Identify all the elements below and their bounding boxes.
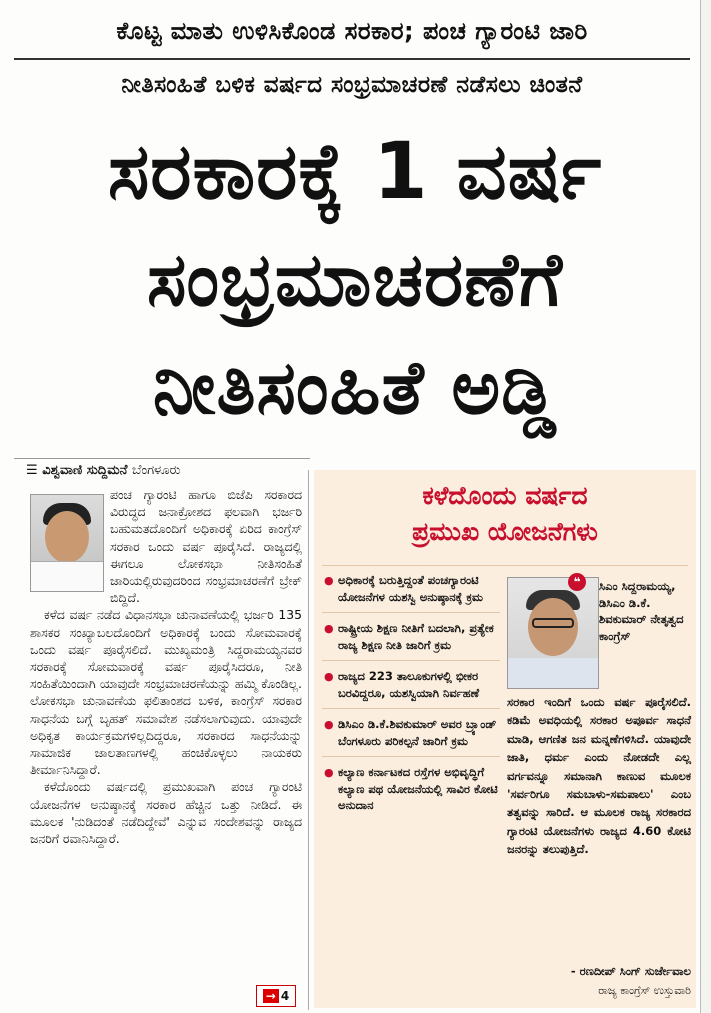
quote-signature: - ರಣದೀಪ್ ಸಿಂಗ್ ಸುರ್ಜೇವಾಲ	[570, 964, 691, 978]
arrow-right-icon: →	[263, 989, 279, 1003]
list-item: ● ಕಲ್ಯಾಣ ಕರ್ನಾಟಕದ ರಸ್ತೆಗಳ ಅಭಿವೃದ್ಧಿಗೆ ಕಲ್ಯಾಣ ಪಥ ಯೋಜನೆಯಲ್ಲಿ ಸಾವಿರ ಕೋಟಿ ಅನುದಾನ	[324, 765, 498, 812]
article-paragraph-3: ಕಳೆದೊಂದು ವರ್ಷದಲ್ಲಿ ಪ್ರಮುಖವಾಗಿ ಪಂಚ ಗ್ಯಾರಂಟಿ ಯೋಜನೆಗಳ ಅನುಷ್ಠಾನಕ್ಕೆ ಸರಕಾರ ಹೆಚ್ಚಿನ ಒತ್ತು ನೀಡಿದೆ. ಈ ಮೂಲಕ 'ನುಡಿದಂತೆ ನಡೆದಿದ್ದೇವೆ' ಎನ್ನುವ ಸಂದೇಶವನ್ನು ರಾಜ್ಯದ ಜನರಿಗೆ ರವಾನಿಸಿದ್ದಾರೆ.	[30, 779, 302, 847]
surjewala-photo	[507, 577, 599, 689]
rss-icon: ☰	[26, 463, 38, 478]
headline-line-1: ಸರಕಾರಕ್ಕೆ 1 ವರ್ಷ	[107, 127, 603, 217]
byline-rule	[14, 458, 310, 459]
bullet-icon: ●	[324, 766, 334, 779]
sidebar-title	[322, 478, 688, 550]
bullet-icon: ●	[324, 574, 334, 587]
continued-page-number: 4	[280, 989, 290, 1003]
continued-on-page[interactable]	[256, 985, 296, 1007]
quote-icon: ❝	[568, 573, 586, 591]
byline-source: ವಿಶ್ವವಾಣಿ ಸುದ್ದಿಮನೆ	[42, 463, 128, 478]
headline-line-3: ನೀತಿಸಂಹಿತೆ ಅಡ್ಡಿ	[152, 345, 558, 431]
byline-place: ಬೆಂಗಳೂರು	[131, 463, 181, 478]
list-item: ● ಅಧಿಕಾರಕ್ಕೆ ಬರುತ್ತಿದ್ದಂತೆ ಪಂಚಗ್ಯಾರಂಟಿ ಯೋಜನೆಗಳ ಯಶಸ್ವಿ ಅನುಷ್ಠಾನಕ್ಕೆ ಕ್ರಮ	[324, 573, 483, 604]
quote-role: ರಾಜ್ಯ ಕಾಂಗ್ರೆಸ್ ಉಸ್ತುವಾರಿ	[598, 984, 691, 997]
article-paragraph-1: ಪಂಚ ಗ್ಯಾರಂಟಿ ಹಾಗೂ ಬಿಜೆಪಿ ಸರಕಾರದ ವಿರುದ್ಧದ ಜನಾಕ್ರೋಶದ ಫಲವಾಗಿ ಭರ್ಜರಿ ಬಹುಮತದೊಂದಿಗೆ ಅಧಿಕಾರಕ್ಕೆ ಏರಿದ ಕಾಂಗ್ರೆಸ್ ಸರಕಾರ ಒಂದು ವರ್ಷ ಪೂರೈಸಿದೆ. ರಾಜ್ಯದಲ್ಲಿ ಈಗಲೂ ಲೋಕಸಭಾ ನೀತಿಸಂಹಿತೆ ಜಾರಿಯಲ್ಲಿರುವುದರಿಂದ ಸಂಭ್ರಮಾಚರಣೆಗೆ ಬ್ರೇಕ್ ಬಿದ್ದಿದೆ.	[110, 487, 302, 606]
article-paragraph-2: ಕಳೆದ ವರ್ಷ ನಡೆದ ವಿಧಾನಸಭಾ ಚುನಾವಣೆಯಲ್ಲಿ ಭರ್ಜರಿ 135 ಶಾಸಕರ ಸಂಖ್ಯಾಬಲದೊಂದಿಗೆ ಅಧಿಕಾರಕ್ಕೆ ಬಂದು ಸೋಮವಾರಕ್ಕೆ ಒಂದು ವರ್ಷ ಪೂರೈಸಲಿದೆ. ಮುಖ್ಯಮಂತ್ರಿ ಸಿದ್ದರಾಮಯ್ಯನವರ ಸರಕಾರಕ್ಕೆ ಸೋಮವಾರಕ್ಕೆ ವರ್ಷ ಪೂರೈಸಿದರೂ, ನೀತಿ ಸಂಹಿತೆಯಿಂದಾಗಿ ಯಾವುದೇ ಸಂಭ್ರಮಾಚರಣೆಯನ್ನು ಹಮ್ಮಿ ಕೊಂಡಿಲ್ಲ. ಲೋಕಸಭಾ ಚುನಾವಣೆಯ ಫಲಿತಾಂಶದ ಬಳಿಕ, ಕಾಂಗ್ರೆಸ್ ಸರಕಾರ ಸಾಧನೆಯ ಬಗ್ಗೆ ಬೃಹತ್ ಸಮಾವೇಶ ನಡೆಸಲಾಗುವುದು. ಯಾವುದೇ ಅಧಿಕೃತ ಕಾರ್ಯಕ್ರಮಗಳಿಲ್ಲದಿದ್ದರೂ, ಸರಕಾರದ ಸಾಧನೆಯನ್ನು ಸಾಮಾಜಿಕ ಜಾಲತಾಣಗಳಲ್ಲಿ ಹಂಚಿಕೊಳ್ಳಲು ನಾಯಕರು ತೀರ್ಮಾನಿಸಿದ್ದಾರೆ.	[30, 607, 302, 778]
list-item: ● ರಾಷ್ಟ್ರೀಯ ಶಿಕ್ಷಣ ನೀತಿಗೆ ಬದಲಾಗಿ, ಪ್ರತ್ಯೇಕ ರಾಜ್ಯ ಶಿಕ್ಷಣ ನೀತಿ ಜಾರಿಗೆ ಕ್ರಮ	[324, 621, 494, 652]
headline-line-2: ಸಂಭ್ರಮಾಚರಣೆಗೆ	[147, 237, 563, 323]
sidebar-title-line-1: ಕಳೆದೊಂದು ವರ್ಷದ	[422, 481, 588, 510]
kicker-line-1: ಕೊಟ್ಟ ಮಾತು ಉಳಿಸಿಕೊಂಡ ಸರಕಾರ; ಪಂಚ ಗ್ಯಾರಂಟಿ ಜಾರಿ	[116, 17, 588, 45]
siddaramaiah-photo	[30, 494, 104, 592]
sidebar-title-line-2: ಪ್ರಮುಖ ಯೋಜನೆಗಳು	[412, 517, 598, 546]
byline	[26, 463, 181, 478]
bullet-icon: ●	[324, 718, 334, 731]
quote-part-2: ಸರಕಾರ ಇಂದಿಗೆ ಒಂದು ವರ್ಷ ಪೂರೈಸಲಿದೆ. ಕಡಿಮೆ ಅವಧಿಯಲ್ಲಿ ಸರಕಾರ ಅಪೂರ್ವ ಸಾಧನೆ ಮಾಡಿ, ಆಗಣಿತ ಜನ ಮನ್ನಣೆಗಳಿಸಿದೆ. ಯಾವುದೇ ಜಾತಿ, ಧರ್ಮ ಎಂದು ನೋಡದೇ ಎಲ್ಲ ವರ್ಗವನ್ನೂ ಸಮಾನಾಗಿ ಕಾಣುವ ಮೂಲಕ 'ಸರ್ವರಿಗೂ ಸಮಬಾಳು-ಸಮಪಾಲು' ಎಂಬ ತತ್ವವನ್ನು ಸಾರಿದೆ. ಆ ಮೂಲಕ ರಾಜ್ಯ ಸರಕಾರದ ಗ್ಯಾರಂಟಿ ಯೋಜನೆಗಳು ರಾಜ್ಯದ 4.60 ಕೋಟಿ ಜನರನ್ನು ತಲುಪುತ್ತಿದೆ.	[507, 695, 691, 857]
kicker-divider	[14, 58, 690, 60]
bullet-icon: ●	[324, 670, 334, 683]
article-body	[30, 486, 302, 847]
kicker-line-2: ನೀತಿಸಂಹಿತೆ ಬಳಿಕ ವರ್ಷದ ಸಂಭ್ರಮಾಚರಣೆ ನಡೆಸಲು ಚಿಂತನೆ	[121, 72, 583, 98]
quote-part-1: ಸಿಎಂ ಸಿದ್ದರಾಮಯ್ಯ, ಡಿಸಿಎಂ ಡಿ.ಕೆ. ಶಿವಕುಮಾರ್ ನೇತೃತ್ವದ ಕಾಂಗ್ರೆಸ್	[599, 579, 684, 643]
adjacent-page-strip	[700, 0, 711, 1013]
bullet-icon: ●	[324, 622, 334, 635]
list-item: ● ಡಿಸಿಎಂ ಡಿ.ಕೆ.ಶಿವಕುಮಾರ್ ಅವರ ಬ್ರ್ಯಾಂಡ್ ಬೆಂಗಳೂರು ಪರಿಕಲ್ಪನೆ ಜಾರಿಗೆ ಕ್ರಮ	[324, 717, 497, 748]
column-divider	[308, 470, 309, 1010]
sidebar-items	[322, 572, 500, 821]
sidebar-title-divider	[322, 565, 688, 566]
list-item: ● ರಾಜ್ಯದ 223 ತಾಲೂಕುಗಳಲ್ಲಿ ಭೀಕರ ಬರವಿದ್ದರೂ, ಯಶಸ್ವಿಯಾಗಿ ನಿರ್ವಹಣೆ	[324, 669, 480, 700]
